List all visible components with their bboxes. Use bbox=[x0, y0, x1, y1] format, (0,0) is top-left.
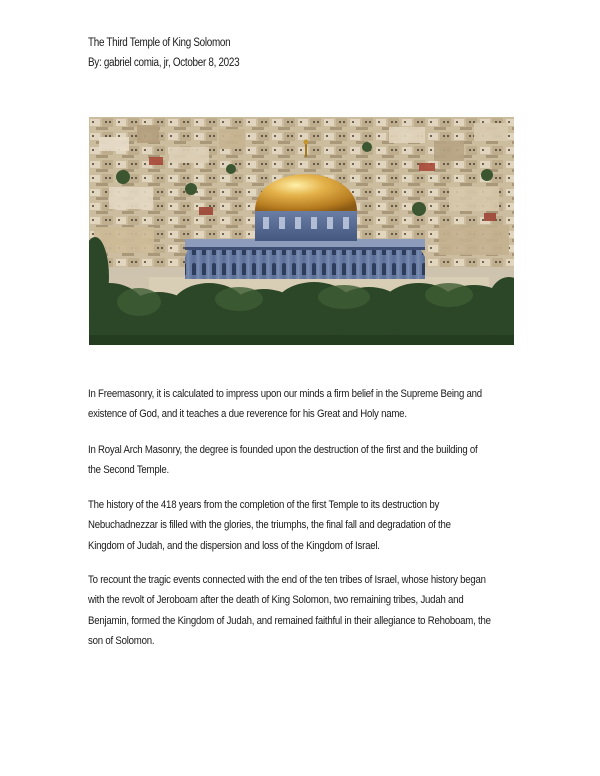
text-line: The history of the 418 years from the completion of the first Temple to its destruction by bbox=[88, 499, 440, 511]
text-line: with the revolt of Jeroboam after the death of King Solomon, two remaining tribes, Judah and bbox=[88, 594, 464, 607]
author-byline: By: gabriel comia, jr, October 8, 2023 bbox=[88, 57, 240, 69]
text-line: the Second Temple. bbox=[88, 464, 170, 477]
text-line: Nebuchadnezzar is filled with the glories, the triumphs, the final fall and degradation of the bbox=[88, 519, 451, 532]
text-line: In Freemasonry, it is calculated to impress upon our minds a firm belief in the Supreme Being and bbox=[88, 388, 482, 400]
text-line: son of Solomon. bbox=[88, 634, 155, 647]
paragraph-4 bbox=[88, 570, 501, 651]
text-line: Benjamin, formed the Kingdom of Judah, and remained faithful in their allegiance to Rehoboam, the bbox=[88, 614, 491, 627]
text-line: existence of God, and it teaches a due reverence for his Great and Holy name. bbox=[88, 408, 407, 421]
text-line: In Royal Arch Masonry, the degree is founded upon the destruction of the first and the building of bbox=[88, 444, 478, 456]
text-line: Kingdom of Judah, and the dispersion and loss of the Kingdom of Israel. bbox=[88, 539, 380, 552]
text-line: To recount the tragic events connected with the end of the ten tribes of Israel, whose history began bbox=[88, 574, 486, 586]
document-title: The Third Temple of King Solomon bbox=[88, 37, 231, 49]
dome-of-the-rock-photo bbox=[89, 117, 514, 345]
paragraph-2 bbox=[88, 440, 501, 481]
paragraph-3 bbox=[88, 495, 501, 556]
paragraph-1 bbox=[88, 384, 501, 425]
